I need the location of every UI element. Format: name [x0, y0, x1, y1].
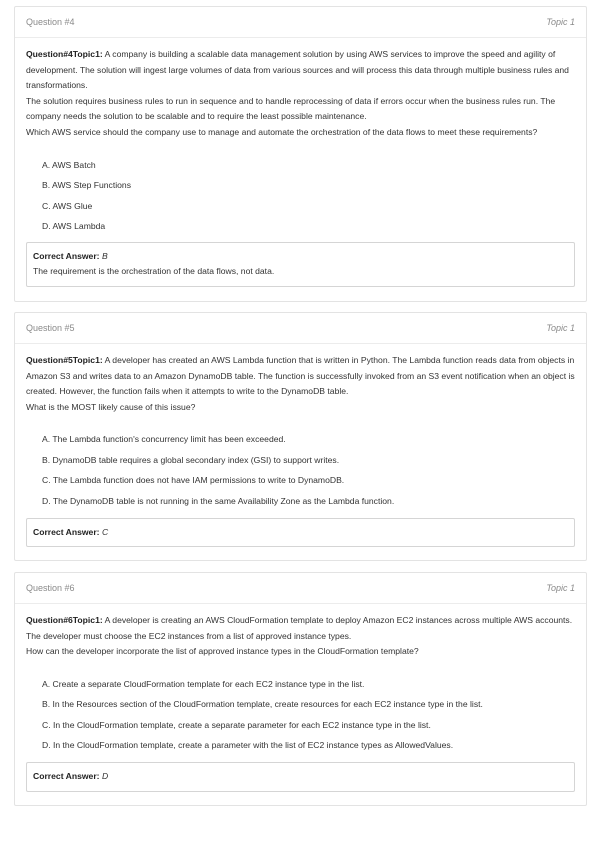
- answer-box: [26, 518, 575, 548]
- question-header: [15, 313, 586, 344]
- topic-label: Topic 1: [546, 17, 575, 27]
- question-prefix: Question#6Topic1:: [26, 615, 103, 625]
- question-paragraph: Question#6Topic1: A developer is creating an AWS CloudFormation template to deploy Amazon EC2 instances across multiple AWS accounts. The developer must choose the EC2 instances from a list of approved instance types.: [26, 615, 573, 641]
- choice-c[interactable]: C. The Lambda function does not have IAM permissions to write to DynamoDB.: [42, 475, 345, 486]
- answer-label: Correct Answer:: [33, 526, 100, 537]
- question-text: [26, 47, 575, 141]
- question-text: [26, 353, 575, 415]
- answer-label: Correct Answer:: [33, 771, 100, 782]
- question-body: [15, 344, 586, 547]
- choice-c[interactable]: C. AWS Glue: [42, 200, 93, 211]
- question-paragraph: The solution requires business rules to run in sequence and to handle reprocessing of data if errors occur when the business rules run. The company needs the solution to be scalable and to require the least possible maintenance.: [26, 95, 556, 122]
- answer-box: [26, 762, 575, 792]
- choice-list: [26, 434, 575, 507]
- question-number: Question #4: [26, 17, 75, 27]
- choice-b[interactable]: B. DynamoDB table requires a global secondary index (GSI) to support writes.: [42, 454, 340, 465]
- topic-label: Topic 1: [546, 323, 575, 333]
- question-text: [26, 613, 575, 660]
- question-card: [14, 312, 587, 561]
- choice-d[interactable]: D. In the CloudFormation template, create a parameter with the list of EC2 instance types as AllowedValues.: [42, 740, 454, 751]
- question-paragraph: Question#5Topic1: A developer has created an AWS Lambda function that is written in Python. The Lambda function reads data from objects in Amazon S3 and writes data to an Amazon DynamoDB table. The function is successfully invoked from an S3 event notification when an object is created. However, the function fails when it attempts to write to the DynamoDB table.: [26, 355, 575, 397]
- answer-explanation: The requirement is the orchestration of the data flows, not data.: [33, 266, 275, 277]
- answer-label: Correct Answer:: [33, 250, 100, 261]
- topic-label: Topic 1: [546, 583, 575, 593]
- answer-box: [26, 242, 575, 287]
- choice-a[interactable]: A. The Lambda function's concurrency limit has been exceeded.: [42, 434, 286, 445]
- question-card: [14, 572, 587, 806]
- answer-value: D: [101, 771, 109, 782]
- choice-list: [26, 679, 575, 752]
- question-prefix: Question#5Topic1:: [26, 355, 103, 365]
- choice-d[interactable]: D. The DynamoDB table is not running in the same Availability Zone as the Lambda function.: [42, 495, 395, 506]
- question-header: [15, 573, 586, 604]
- choice-a[interactable]: A. Create a separate CloudFormation template for each EC2 instance type in the list.: [42, 678, 365, 689]
- answer-value: C: [101, 526, 109, 537]
- choice-b[interactable]: B. In the Resources section of the CloudFormation template, create resources for each EC2 instance type in the list.: [42, 699, 483, 710]
- choice-d[interactable]: D. AWS Lambda: [42, 221, 106, 232]
- question-body: [15, 38, 586, 287]
- question-number: Question #5: [26, 323, 75, 333]
- question-card: [14, 6, 587, 302]
- question-body: [15, 604, 586, 792]
- question-paragraph: What is the MOST likely cause of this issue?: [26, 401, 196, 412]
- choice-list: [26, 160, 575, 233]
- question-header: [15, 7, 586, 38]
- choice-a[interactable]: A. AWS Batch: [42, 159, 96, 170]
- question-paragraph: How can the developer incorporate the list of approved instance types in the CloudFormation template?: [26, 646, 419, 657]
- choice-b[interactable]: B. AWS Step Functions: [42, 180, 132, 191]
- question-paragraph: Which AWS service should the company use to manage and automate the orchestration of the data flows to meet these requirements?: [26, 126, 538, 137]
- answer-value: B: [101, 250, 108, 261]
- question-prefix: Question#4Topic1:: [26, 49, 103, 59]
- choice-c[interactable]: C. In the CloudFormation template, create a separate parameter for each EC2 instance type in the list.: [42, 719, 431, 730]
- question-paragraph: Question#4Topic1: A company is building a scalable data management solution by using AWS services to improve the speed and agility of development. The solution will ingest large volumes of data from various sources and will process this data through multiple business rules and transformations.: [26, 49, 569, 91]
- question-number: Question #6: [26, 583, 75, 593]
